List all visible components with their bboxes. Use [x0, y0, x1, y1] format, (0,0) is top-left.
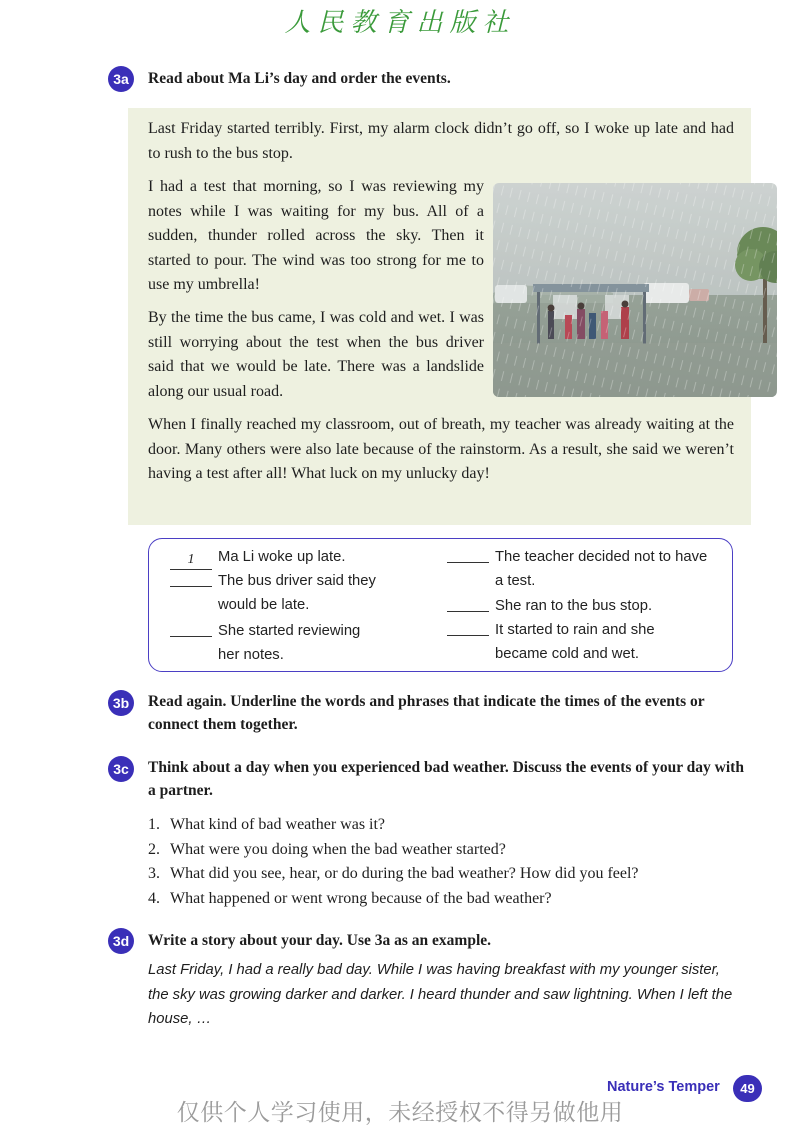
order-text-3: She started reviewing her notes. — [218, 623, 361, 663]
order-text-5: She ran to the bus stop. — [495, 598, 653, 614]
page-number: 49 — [733, 1075, 762, 1102]
order-blank-3[interactable] — [170, 619, 212, 637]
order-text-2: The bus driver said they would be late. — [218, 573, 376, 613]
instruction-3c: Think about a day when you experienced bad weather. Discuss the events of your day with a partner. — [148, 759, 744, 799]
question-3: 3. What did you see, hear, or do during the bad weather? How did you feel? — [148, 865, 639, 882]
unit-title: Nature’s Temper — [607, 1079, 720, 1095]
section-badge-3c: 3c — [108, 756, 134, 782]
order-item-4 — [447, 545, 707, 593]
instruction-3d: Write a story about your day. Use 3a as an example. — [148, 932, 492, 949]
order-blank-4[interactable] — [447, 545, 489, 563]
order-item-5 — [447, 594, 652, 618]
section-badge-3a: 3a — [108, 66, 134, 92]
discussion-questions — [148, 813, 639, 911]
order-text-6: It started to rain and she became cold and wet. — [495, 622, 655, 662]
order-item-2 — [170, 569, 376, 617]
reading-paragraph-4: When I finally reached my classroom, out of breath, my teacher was already waiting at the door. Many others were also late because of the rainstorm. As a result, she said we weren’t having a test after all! What luck on my unlucky day! — [148, 416, 734, 482]
order-blank-5[interactable] — [447, 594, 489, 612]
reading-paragraph-1: Last Friday started terribly. First, my alarm clock didn’t go off, so I woke up late and had to rush to the bus stop. — [148, 120, 734, 162]
question-1: 1. What kind of bad weather was it? — [148, 816, 386, 833]
instruction-3b: Read again. Underline the words and phrases that indicate the times of the events or connect them together. — [148, 693, 705, 733]
instruction-3a: Read about Ma Li’s day and order the events. — [148, 70, 451, 87]
question-2: 2. What were you doing when the bad weather started? — [148, 840, 506, 858]
reading-paragraph-3: By the time the bus came, I was cold and wet. I was still worrying about the test when the bus driver said that we would be late. There was a landslide along our usual road. — [148, 309, 484, 400]
reading-paragraph-2: I had a test that morning, so I was reviewing my notes while I was waiting for my bus. All of a sudden, thunder rolled across the sky. Then it started to pour. The wind was too strong for me to use my umbrella! — [148, 178, 484, 293]
question-4: 4. What happened or went wrong because of the bad weather? — [148, 889, 552, 907]
section-badge-3b: 3b — [108, 690, 134, 716]
order-text-4: The teacher decided not to have a test. — [495, 549, 708, 589]
order-blank-1[interactable]: 1 — [170, 552, 212, 570]
order-blank-6[interactable] — [447, 618, 489, 636]
section-badge-3d: 3d — [108, 928, 134, 954]
order-blank-2[interactable] — [170, 569, 212, 587]
order-text-1: Ma Li woke up late. — [218, 549, 346, 565]
order-item-6 — [447, 618, 655, 666]
watermark-text: 仅供个人学习使用，未经授权不得另做他用 — [176, 1100, 624, 1126]
order-item-1 — [170, 545, 346, 570]
sample-story-text: Last Friday, I had a really bad day. While I was having breakfast with my younger sister, the sky was growing darker and darker. I heard thunder and saw lightning. When I left the house, … — [148, 962, 733, 1027]
rainstorm-bus-stop-photo — [493, 183, 777, 397]
order-item-3 — [170, 619, 360, 667]
publisher-logo: 人民教育出版社 — [284, 8, 516, 38]
